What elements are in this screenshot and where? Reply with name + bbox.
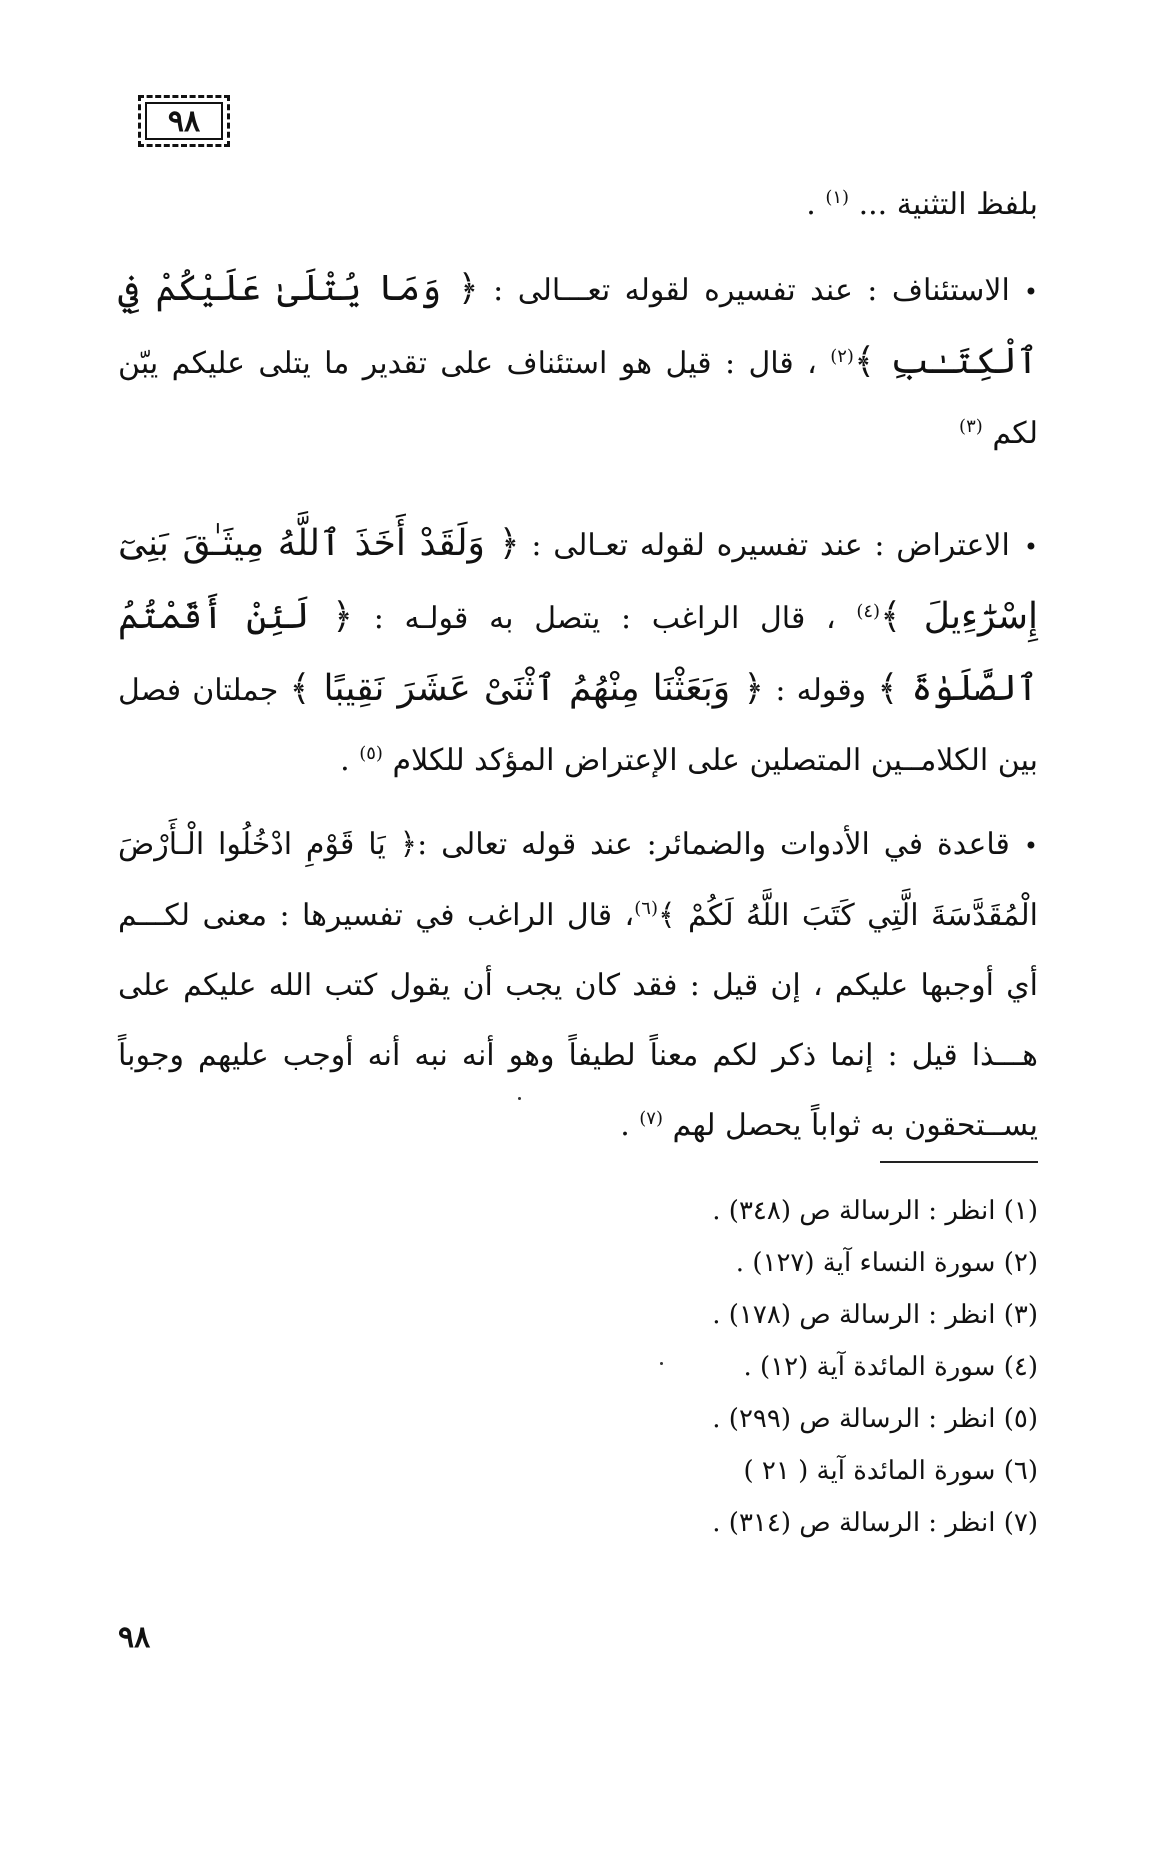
bullet-icon: • bbox=[1023, 832, 1038, 860]
quran-verse: ﴿ وَمَا يُتْلَىٰ عَلَيْكُمْ فِي ٱلْكِتَـٰبِ ﴾ bbox=[118, 268, 1038, 382]
footnote-item: (٧) انظر : الرسالة ص (٣١٤) . bbox=[712, 1508, 1038, 1538]
bullet-icon: • bbox=[1023, 533, 1038, 561]
footnote-ref-3: (٣) bbox=[959, 416, 983, 437]
footnote-ref-1: (١) bbox=[825, 187, 850, 208]
footnote-item: (٦) سورة المائدة آية ( ٢١ ) bbox=[743, 1456, 1038, 1486]
quran-verse: ﴿ يَا قَوْمِ ادْخُلُوا الْـأَرْضَ الْمُقَدَّسَةَ الَّتِي كَتَبَ اللَّهُ لَكُمْ ﴾ bbox=[118, 827, 1039, 933]
footnote-ref-2: (٢) bbox=[830, 346, 854, 367]
footnote-ref-5: (٥) bbox=[359, 743, 383, 764]
footnote-item: (٤) سورة المائدة آية (١٢) . bbox=[743, 1352, 1038, 1382]
header-page-number bbox=[138, 95, 230, 147]
footer-page-number: ٩٨ bbox=[118, 1620, 151, 1655]
paragraph-itiraad: •الاعتراض : عند تفسيره لقوله تعـالى : ﴿ وَلَقَدْ أَخَذَ ٱللَّهُ مِيثَـٰقَ بَنِىٓ إِسْرَٰٓءِيلَ ﴾$^{(٤)}$ ، قال الراغب : يتصل به قولـه : ﴿ لَئِنْ أَقَمْتُمُ ٱلصَّلَوٰةَ ﴾ وقوله : ﴿ وَبَعَثْنَا مِنْهُمُ ٱثْنَىْ عَشَرَ نَقِيبًا ﴾ جملتان فصل بين الكلامــين المتصلين على الإعتراض المؤكد للكلام $^{(٥)}$ . bbox=[118, 509, 1038, 796]
quran-verse: ﴿ وَلَقَدْ أَخَذَ ٱللَّهُ مِيثَـٰقَ بَنِىٓ إِسْرَٰٓءِيلَ ﴾ bbox=[118, 523, 1039, 637]
footnote-item: (٥) انظر : الرسالة ص (٢٩٩) . bbox=[712, 1404, 1038, 1434]
paragraph-istinaf: •الاستئناف : عند تفسيره لقوله تعـــالى : ﴿ وَمَا يُتْلَىٰ عَلَيْكُمْ فِي ٱلْكِتَـٰبِ ﴾$^{(٢)}$ ، قال : قيل هو استئناف على تقدير ما يتلى عليكم يبّن لكم $^{(٣)}$ bbox=[118, 254, 1038, 469]
main-text bbox=[118, 170, 1038, 1161]
quran-verse: ﴿ لَئِنْ أَقَمْتُمُ ٱلصَّلَوٰةَ ﴾ bbox=[118, 596, 1038, 709]
quran-verse: ﴿ وَبَعَثْنَا مِنْهُمُ ٱثْنَىْ عَشَرَ نَقِيبًا ﴾ bbox=[289, 668, 765, 709]
footnote-separator bbox=[880, 1161, 1038, 1163]
paragraph-qaida: •قاعدة في الأدوات والضمائر: عند قوله تعالى :﴿ يَا قَوْمِ ادْخُلُوا الْـأَرْضَ الْمُقَدَّسَةَ الَّتِي كَتَبَ اللَّهُ لَكُمْ ﴾$^{(٦)}$، قال الراغب في تفسيرها : معنى لكـــم أي أوجبها عليكم ، إن قيل : فقد كان يجب أن يقول كتب الله عليكم على هـــذا قيل : إنما ذكر لكم معناً لطيفاً وهو أنه نبه أنه أوجب عليهم وجوباً يســتحقون به ثواباً يحصل لهم $^{(٧)}$ . bbox=[118, 810, 1038, 1161]
scan-speck bbox=[518, 1097, 521, 1100]
footnote-ref-4: (٤) bbox=[856, 601, 881, 622]
intro-line: بلفظ التثنية ... $^{(١)}$ . bbox=[806, 187, 1038, 222]
bullet-icon: • bbox=[1023, 278, 1038, 306]
footnote-item: (١) انظر : الرسالة ص (٣٤٨) . bbox=[712, 1196, 1038, 1226]
footnote-item: (٢) سورة النساء آية (١٢٧) . bbox=[735, 1248, 1038, 1278]
footnote-ref-6: (٦) bbox=[634, 898, 658, 919]
header-page-number-text: ٩٨ bbox=[167, 103, 201, 139]
footnotes-list bbox=[118, 1185, 1038, 1549]
footnote-ref-7: (٧) bbox=[639, 1108, 663, 1129]
footnote-item: (٣) انظر : الرسالة ص (١٧٨) . bbox=[712, 1300, 1038, 1330]
